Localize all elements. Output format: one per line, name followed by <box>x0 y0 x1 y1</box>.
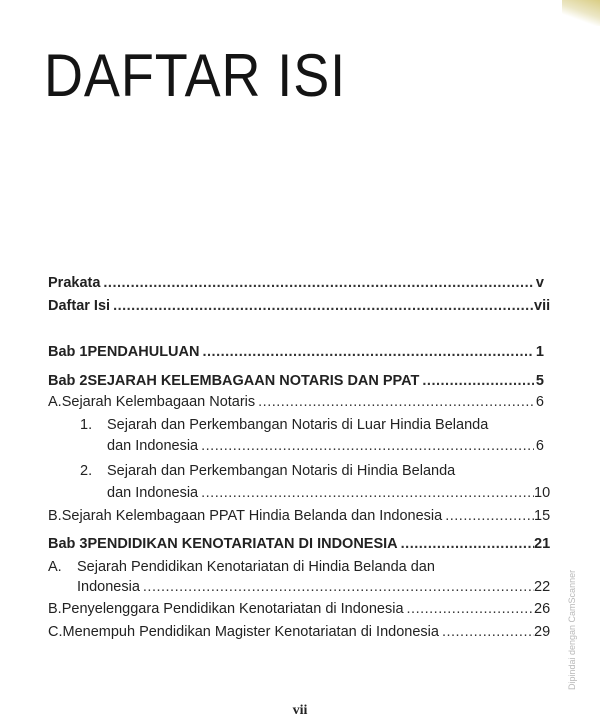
toc-entry-page: 1 <box>535 344 544 360</box>
section-title: Menempuh Pendidikan Magister Kenotariatan di Indonesia <box>62 624 439 640</box>
chapter-number: Bab 3 <box>48 536 88 552</box>
section-letter: B. <box>48 601 62 617</box>
subsection-title-line[interactable]: Sejarah dan Perkembangan Notaris di Luar Hindia Belanda <box>107 417 489 433</box>
page-number-footer: vii <box>292 703 308 718</box>
section-title-line[interactable]: Sejarah Pendidikan Kenotariatan di Hindia Belanda dan <box>77 559 435 575</box>
toc-entry-page: v <box>535 275 544 291</box>
toc-entry-page: 22 <box>534 579 551 595</box>
dot-leader <box>198 484 534 502</box>
dot-leader <box>419 372 534 390</box>
page-title: DAFTAR ISI <box>44 42 347 109</box>
toc-entry-page: vii <box>534 298 551 314</box>
toc-chapter-3[interactable] <box>48 535 551 553</box>
dot-leader <box>439 623 534 641</box>
section-title: Sejarah Kelembagaan PPAT Hindia Belanda dan Indonesia <box>61 508 443 524</box>
toc-section-2a[interactable] <box>48 393 544 411</box>
subsection-title-line: dan Indonesia <box>107 485 199 501</box>
chapter-title: PENDIDIKAN KENOTARIATAN DI INDONESIA <box>87 536 398 552</box>
toc-entry-label: Daftar Isi <box>48 298 111 314</box>
chapter-number: Bab 1 <box>48 344 88 360</box>
section-letter: B. <box>48 508 62 524</box>
dot-leader <box>404 600 534 618</box>
scanner-watermark: Dipindai dengan CamScanner <box>567 569 577 690</box>
subsection-title-line[interactable]: Sejarah dan Perkembangan Notaris di Hindia Belanda <box>107 463 456 479</box>
toc-entry-daftar-isi[interactable] <box>48 297 551 315</box>
dot-leader <box>140 578 534 596</box>
dot-leader <box>199 343 534 361</box>
toc-entry-page: 21 <box>534 536 551 552</box>
subsection-number: 1. <box>80 417 93 433</box>
toc-subsection-2a1[interactable] <box>107 437 544 455</box>
chapter-title: SEJARAH KELEMBAGAAN NOTARIS DAN PPAT <box>87 373 420 389</box>
toc-section-2b[interactable] <box>48 507 551 525</box>
dot-leader <box>198 437 534 455</box>
toc-section-3b[interactable] <box>48 600 551 618</box>
section-title: Sejarah Kelembagaan Notaris <box>61 394 256 410</box>
toc-entry-page: 6 <box>535 394 544 410</box>
section-title-line: Indonesia <box>77 579 140 595</box>
subsection-number: 2. <box>80 463 93 479</box>
dot-leader <box>398 535 534 553</box>
dot-leader <box>255 393 534 411</box>
chapter-number: Bab 2 <box>48 373 88 389</box>
toc-entry-label: Prakata <box>48 275 101 291</box>
section-letter: A. <box>48 394 62 410</box>
chapter-title: PENDAHULUAN <box>87 344 200 360</box>
toc-entry-page: 15 <box>534 508 551 524</box>
section-letter: C. <box>48 624 63 640</box>
toc-section-3c[interactable] <box>48 623 551 641</box>
toc-chapter-1[interactable] <box>48 343 544 361</box>
dot-leader <box>110 297 534 315</box>
toc-chapter-2[interactable] <box>48 372 544 390</box>
dot-leader <box>100 274 534 292</box>
toc-entry-page: 10 <box>534 485 551 501</box>
dot-leader <box>442 507 534 525</box>
section-letter: A. <box>48 559 62 575</box>
section-title: Penyelenggara Pendidikan Kenotariatan di Indonesia <box>61 601 404 617</box>
toc-section-3a[interactable] <box>77 578 551 596</box>
toc-entry-page: 26 <box>534 601 551 617</box>
toc-entry-page: 6 <box>535 438 544 454</box>
toc-entry-prakata[interactable] <box>48 274 544 292</box>
subsection-title-line: dan Indonesia <box>107 438 199 454</box>
toc-entry-page: 29 <box>534 624 551 640</box>
toc-subsection-2a2[interactable] <box>107 484 551 502</box>
toc-entry-page: 5 <box>535 373 544 389</box>
